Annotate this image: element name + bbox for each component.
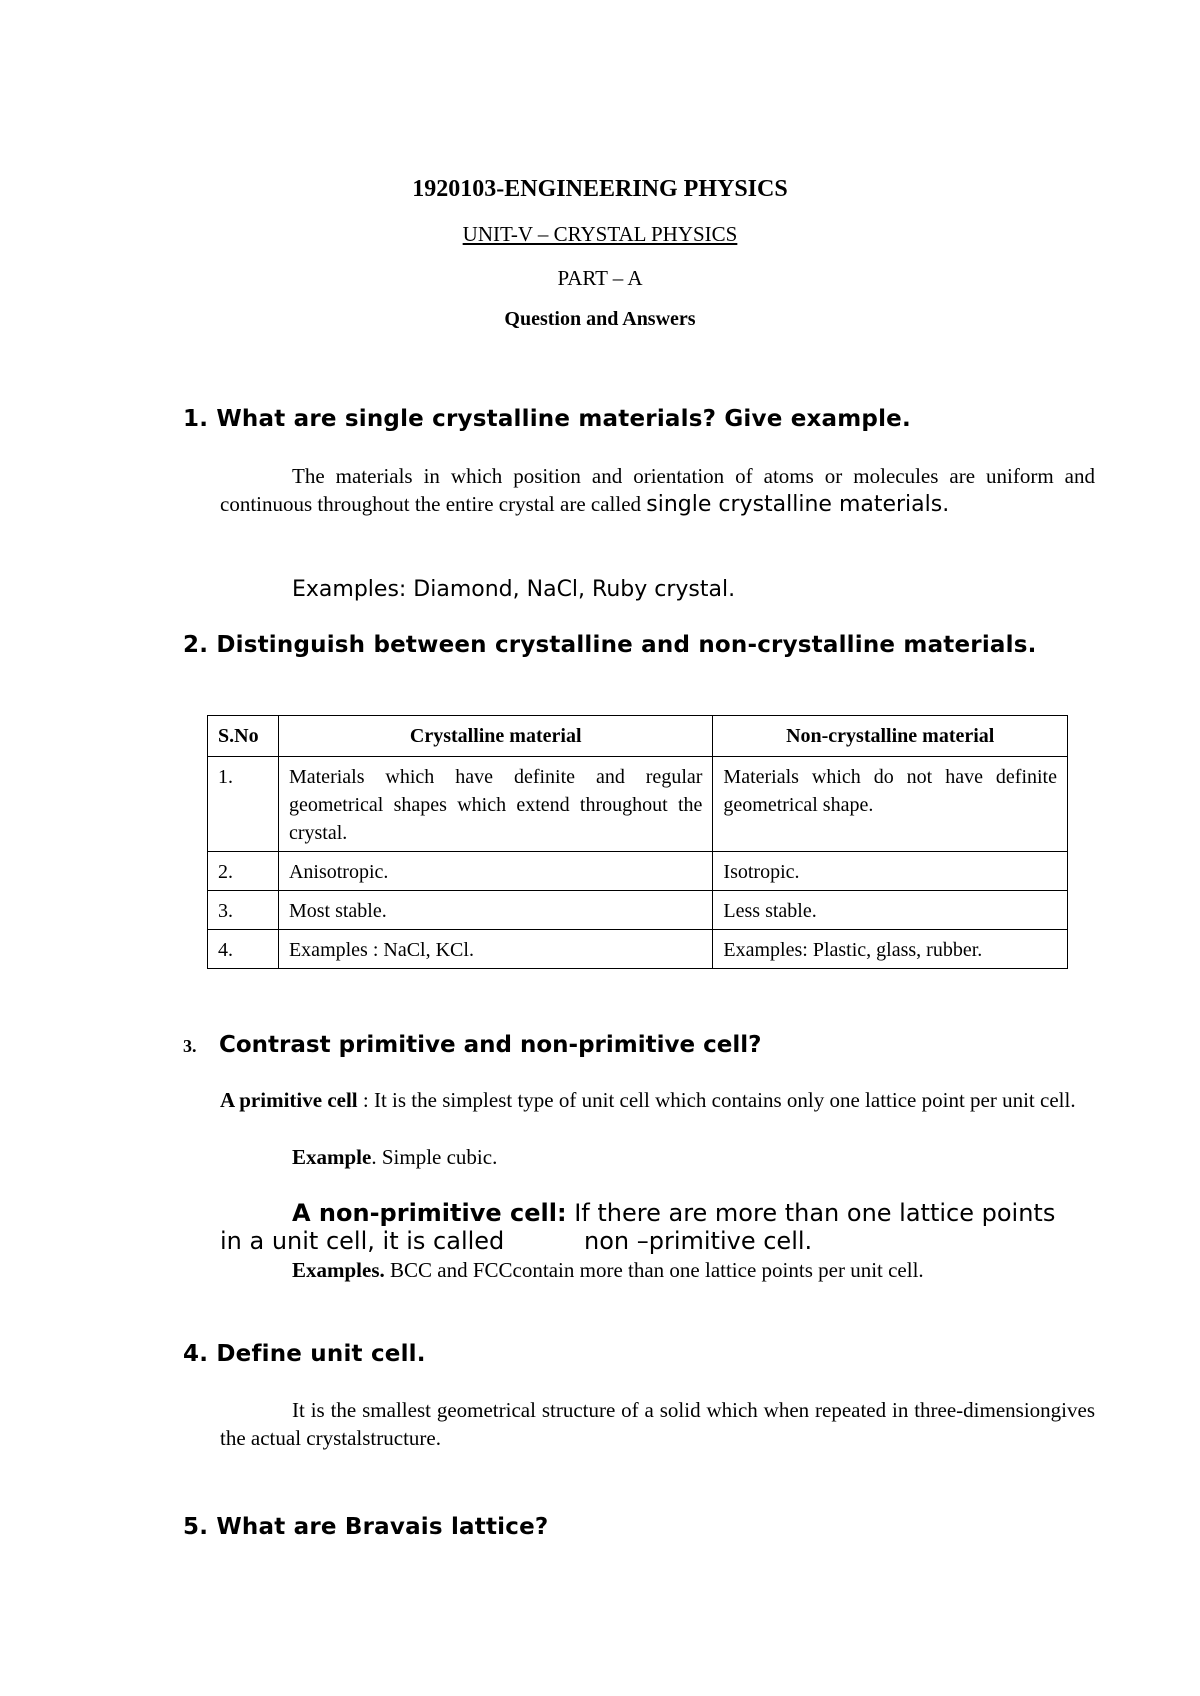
table-header-sno: S.No bbox=[208, 716, 279, 757]
question-4-heading: 4. Define unit cell. bbox=[183, 1341, 426, 1367]
unit-title: UNIT-V – CRYSTAL PHYSICS bbox=[462, 222, 738, 246]
table-cell: Anisotropic. bbox=[278, 852, 712, 891]
table-cell: 2. bbox=[208, 852, 279, 891]
nonprimitive-cell-label: A non-primitive cell: bbox=[292, 1199, 567, 1227]
primitive-cell-definition bbox=[220, 1086, 1095, 1114]
document-title: 1920103-ENGINEERING PHYSICS bbox=[412, 176, 788, 202]
part-title: PART – A bbox=[557, 266, 643, 290]
table-cell: 1. bbox=[208, 757, 279, 852]
question-3-number: 3. bbox=[183, 1036, 197, 1056]
q1-answer-text: The materials in which position and orientation of atoms or molecules are uniform and continuous throughout the entire crystal are called bbox=[220, 464, 1095, 516]
table-cell: 3. bbox=[208, 891, 279, 930]
comparison-table bbox=[207, 715, 1068, 969]
table-cell: Materials which have definite and regular geometrical shapes which extend throughout the crystal. bbox=[278, 757, 712, 852]
q4-answer-text: It is the smallest geometrical structure of a solid which when repeated in three-dimensiongives the actual crystalstructure. bbox=[220, 1398, 1095, 1450]
table-row bbox=[208, 757, 1068, 852]
table-cell: Most stable. bbox=[278, 891, 712, 930]
question-2-heading: 2. Distinguish between crystalline and non-crystalline materials. bbox=[183, 632, 1037, 658]
table-row bbox=[208, 930, 1068, 969]
section-subtitle: Question and Answers bbox=[504, 308, 696, 330]
question-3-title: Contrast primitive and non-primitive cell? bbox=[219, 1032, 762, 1058]
table-header-row bbox=[208, 716, 1068, 757]
table-cell: Examples: Plastic, glass, rubber. bbox=[713, 930, 1068, 969]
question-1-examples: Examples: Diamond, NaCl, Ruby crystal. bbox=[292, 577, 736, 602]
primitive-example-text: . Simple cubic. bbox=[371, 1145, 498, 1169]
table-row bbox=[208, 852, 1068, 891]
question-5-heading: 5. What are Bravais lattice? bbox=[183, 1514, 549, 1540]
q1-answer-term: single crystalline materials. bbox=[646, 492, 950, 517]
nonprimitive-cell-line-3: non –primitive cell. bbox=[584, 1227, 813, 1255]
question-3-heading bbox=[183, 1032, 761, 1058]
primitive-cell-label: A primitive cell bbox=[220, 1088, 358, 1112]
question-4-answer bbox=[220, 1396, 1095, 1452]
table-header-noncrystalline: Non-crystalline material bbox=[713, 716, 1068, 757]
primitive-cell-text: : It is the simplest type of unit cell which contains only one lattice point per unit cell. bbox=[357, 1088, 1076, 1112]
table-cell: Materials which do not have definite geometrical shape. bbox=[713, 757, 1068, 852]
nonprimitive-cell-line-1 bbox=[292, 1199, 1055, 1227]
nonprimitive-example-label: Examples. bbox=[292, 1258, 385, 1282]
table-cell: 4. bbox=[208, 930, 279, 969]
question-1-answer bbox=[220, 462, 1095, 519]
table-cell: Isotropic. bbox=[713, 852, 1068, 891]
table-cell: Examples : NaCl, KCl. bbox=[278, 930, 712, 969]
table-header-crystalline: Crystalline material bbox=[278, 716, 712, 757]
nonprimitive-example-text: BCC and FCCcontain more than one lattice points per unit cell. bbox=[384, 1258, 924, 1282]
nonprimitive-cell-example bbox=[292, 1258, 924, 1283]
nonprimitive-cell-line-2: in a unit cell, it is called bbox=[220, 1227, 505, 1255]
primitive-cell-example bbox=[292, 1145, 497, 1170]
table-cell: Less stable. bbox=[713, 891, 1068, 930]
table-row bbox=[208, 891, 1068, 930]
question-1-heading: 1. What are single crystalline materials? Give example. bbox=[183, 406, 911, 432]
nonprimitive-cell-text-1: If there are more than one lattice points bbox=[574, 1199, 1056, 1227]
primitive-example-label: Example bbox=[292, 1145, 372, 1169]
